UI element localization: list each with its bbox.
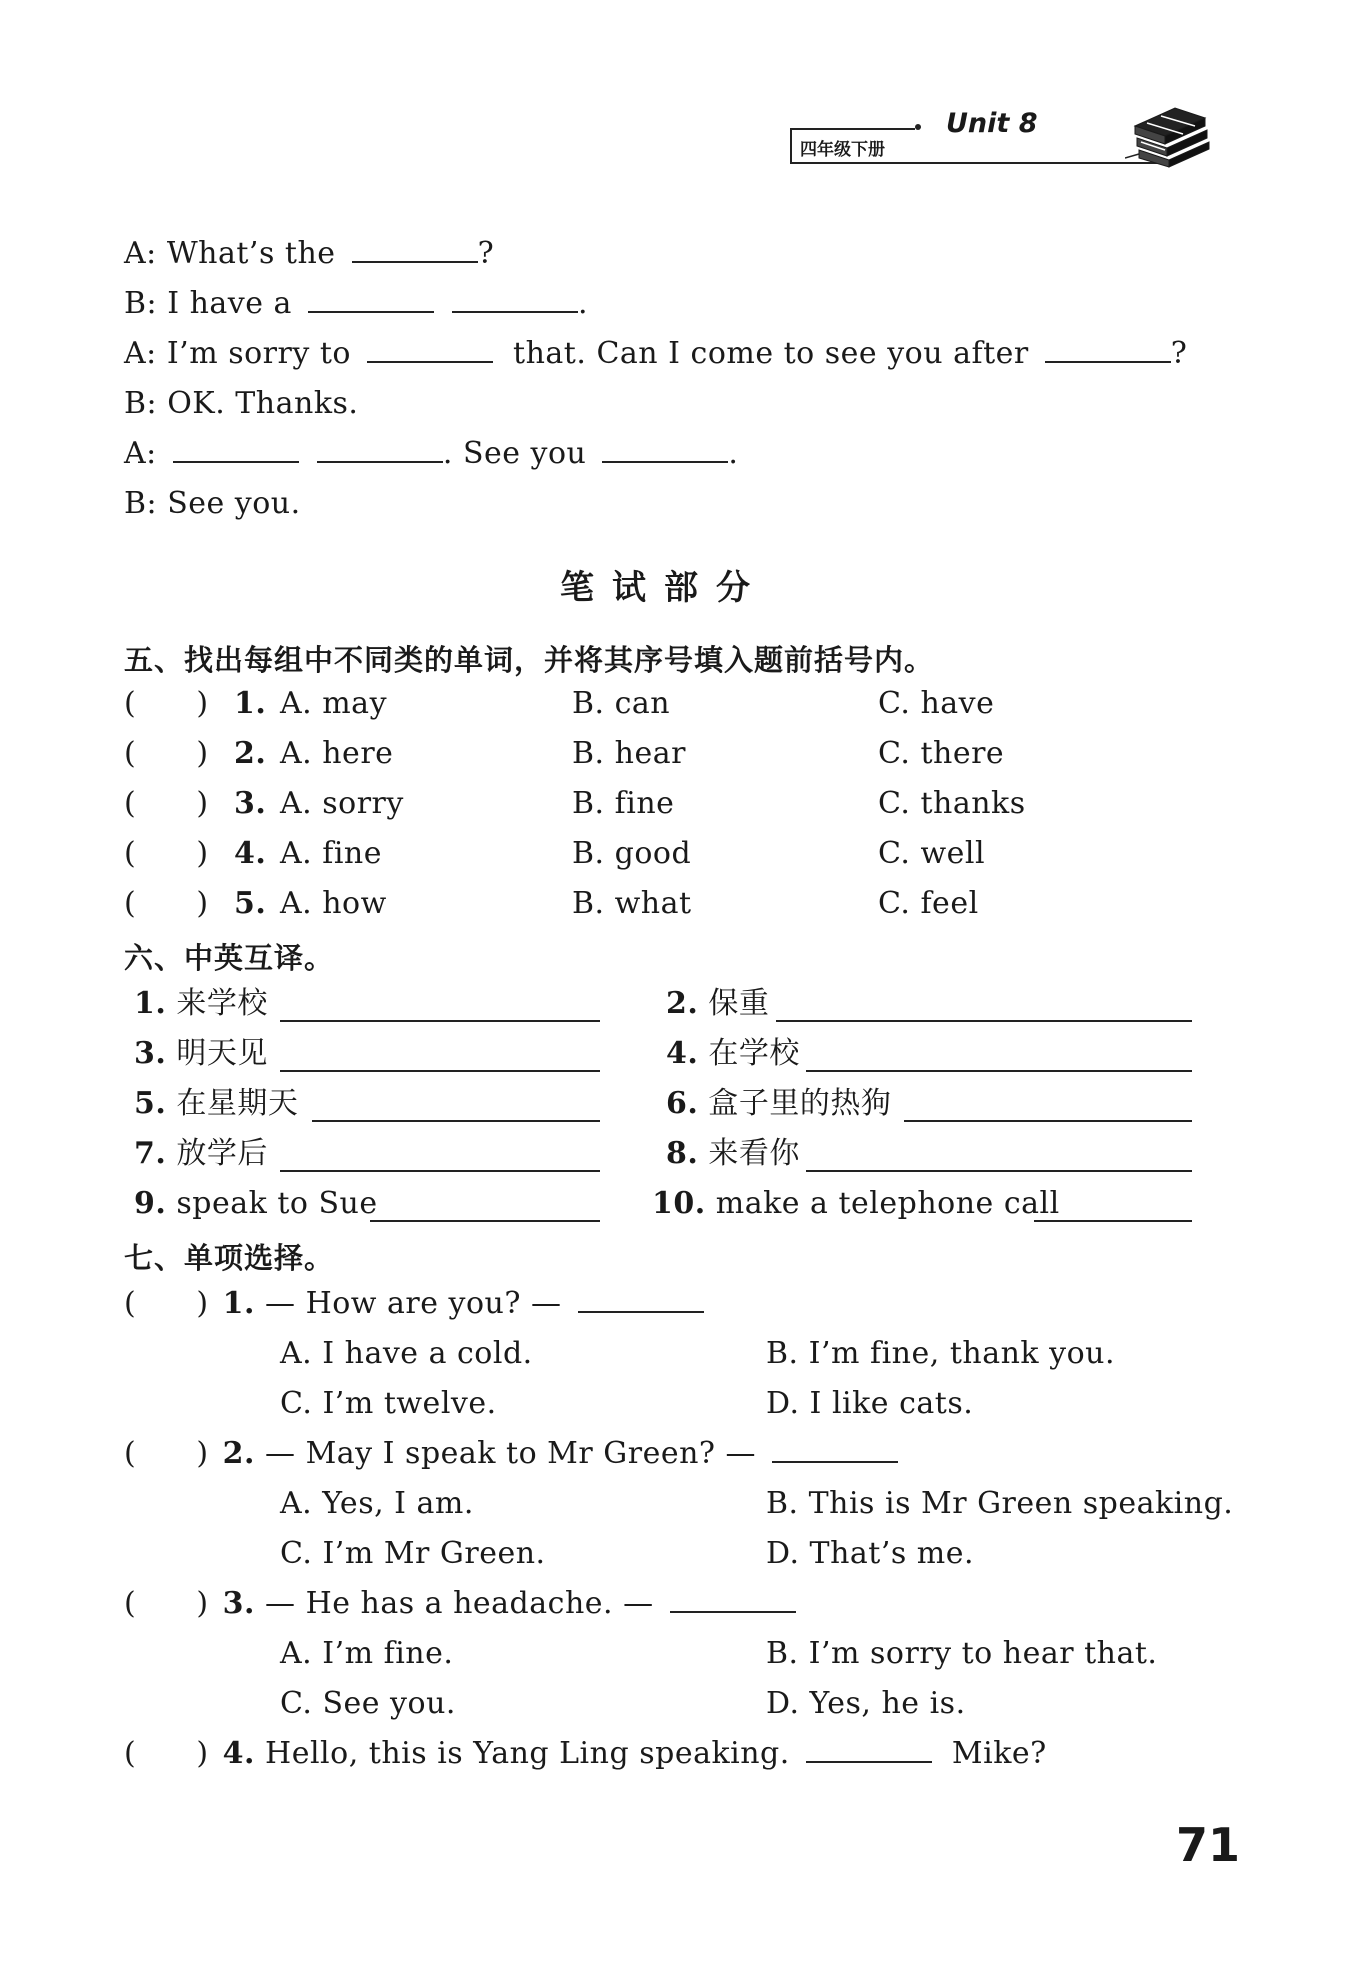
option-b: B. I’m sorry to hear that.	[766, 1636, 1158, 1671]
header-dot	[915, 124, 921, 130]
answer-blank[interactable]	[367, 337, 493, 363]
option-c: C. well	[878, 836, 986, 871]
option-d: D. I like cats.	[766, 1386, 974, 1421]
option-c: C. there	[878, 736, 1005, 771]
answer-bracket[interactable]: ( )	[124, 1586, 209, 1621]
question-number: 2.	[222, 1436, 255, 1471]
option-c: C. I’m Mr Green.	[280, 1536, 546, 1571]
question-1	[124, 1286, 704, 1322]
dialogue-text: I’m sorry to	[166, 336, 351, 371]
dialogue-text: that. Can I come to see you after	[513, 336, 1029, 371]
dialogue-line-2	[124, 286, 588, 322]
header-top-line	[790, 128, 915, 130]
question-2	[124, 1436, 898, 1472]
header-bottom-line	[790, 162, 1170, 164]
option-c: C. have	[878, 686, 995, 721]
option-b: B. what	[572, 886, 692, 921]
item-text: 放学后	[176, 1136, 268, 1171]
list-item	[666, 986, 769, 1022]
speaker: A:	[124, 236, 157, 271]
dialogue-line-1	[124, 236, 494, 272]
answer-line[interactable]	[280, 1020, 600, 1022]
answer-blank[interactable]	[602, 437, 728, 463]
option-a: A. sorry	[280, 786, 404, 821]
option-c: C. See you.	[280, 1686, 456, 1721]
item-number: 8.	[666, 1136, 699, 1171]
dialogue-text: I have a	[167, 286, 292, 321]
answer-blank[interactable]	[317, 437, 443, 463]
item-text: make a telephone call	[715, 1186, 1060, 1221]
item-number: 3.	[134, 1036, 167, 1071]
answer-line[interactable]	[1034, 1220, 1192, 1222]
item-number: 7.	[134, 1136, 167, 1171]
option-a: A. fine	[280, 836, 383, 871]
speaker: B:	[124, 386, 158, 421]
list-item	[134, 1186, 378, 1222]
section-6-title: 六、中英互译。	[124, 941, 335, 975]
answer-line[interactable]	[312, 1120, 600, 1122]
item-number: 6.	[666, 1086, 699, 1121]
item-number: 9.	[134, 1186, 167, 1221]
list-item	[666, 1036, 800, 1072]
item-text: 来看你	[708, 1136, 800, 1171]
punctuation: ?	[1170, 336, 1188, 371]
answer-blank[interactable]	[1045, 337, 1171, 363]
answer-blank[interactable]	[173, 437, 299, 463]
dialogue-text: What’s the	[166, 236, 336, 271]
answer-blank[interactable]	[806, 1737, 932, 1763]
speaker: B:	[124, 286, 158, 321]
answer-blank[interactable]	[308, 287, 434, 313]
answer-bracket[interactable]: ( )	[124, 686, 209, 721]
answer-bracket[interactable]: ( )	[124, 1436, 209, 1471]
answer-line[interactable]	[904, 1120, 1192, 1122]
item-text: 明天见	[176, 1036, 268, 1071]
item-number: 1.	[234, 686, 267, 721]
dialogue-line-3	[124, 336, 1187, 372]
option-b: B. I’m fine, thank you.	[766, 1336, 1115, 1371]
question-number: 1.	[222, 1286, 255, 1321]
answer-bracket[interactable]: ( )	[124, 886, 209, 921]
option-a: A. I’m fine.	[280, 1636, 454, 1671]
answer-blank[interactable]	[452, 287, 578, 313]
question-end: Mike?	[951, 1736, 1047, 1771]
answer-blank[interactable]	[578, 1287, 704, 1313]
item-number: 1.	[134, 986, 167, 1021]
option-b: B. This is Mr Green speaking.	[766, 1486, 1234, 1521]
answer-bracket[interactable]: ( )	[124, 836, 209, 871]
answer-line[interactable]	[806, 1070, 1192, 1072]
item-text: 保重	[708, 986, 770, 1021]
answer-line[interactable]	[806, 1170, 1192, 1172]
question-3	[124, 1586, 796, 1622]
list-item	[666, 1136, 800, 1172]
page-number: 71	[1176, 1818, 1241, 1872]
speaker: B:	[124, 486, 158, 521]
list-item	[134, 1086, 298, 1122]
item-number: 2.	[234, 736, 267, 771]
answer-line[interactable]	[280, 1170, 600, 1172]
option-c: C. I’m twelve.	[280, 1386, 497, 1421]
answer-bracket[interactable]: ( )	[124, 736, 209, 771]
list-item	[666, 1086, 891, 1122]
answer-line[interactable]	[776, 1020, 1192, 1022]
list-item	[134, 1136, 268, 1172]
list-item	[652, 1186, 1060, 1222]
dialogue-text: OK. Thanks.	[167, 386, 359, 421]
grade-label: 四年级下册	[800, 140, 885, 160]
unit-label: Unit 8	[946, 108, 1038, 139]
list-item	[134, 986, 268, 1022]
question-stem: Hello, this is Yang Ling speaking.	[265, 1736, 790, 1771]
item-number: 2.	[666, 986, 699, 1021]
punctuation: ?	[477, 236, 495, 271]
item-number: 4.	[234, 836, 267, 871]
section-7-title: 七、单项选择。	[124, 1241, 335, 1275]
item-text: 盒子里的热狗	[708, 1086, 892, 1121]
speaker: A:	[124, 336, 157, 371]
item-number: 3.	[234, 786, 267, 821]
option-b: B. can	[572, 686, 671, 721]
option-a: A. may	[280, 686, 388, 721]
option-b: B. good	[572, 836, 692, 871]
option-a: A. I have a cold.	[280, 1336, 533, 1371]
item-number: 5.	[234, 886, 267, 921]
section-5-title: 五、找出每组中不同类的单词，并将其序号填入题前括号内。	[124, 643, 935, 677]
option-d: D. Yes, he is.	[766, 1686, 966, 1721]
question-stem: — How are you? —	[265, 1286, 562, 1321]
item-text: 在学校	[708, 1036, 800, 1071]
item-text: 来学校	[176, 986, 268, 1021]
option-a: A. here	[280, 736, 394, 771]
books-icon	[1125, 96, 1215, 168]
dialogue-line-5	[124, 436, 738, 472]
option-d: D. That’s me.	[766, 1536, 975, 1571]
question-number: 4.	[222, 1736, 255, 1771]
option-c: C. feel	[878, 886, 979, 921]
item-number: 4.	[666, 1036, 699, 1071]
option-a: A. how	[280, 886, 387, 921]
item-text: speak to Sue	[176, 1186, 378, 1221]
dialogue-line-6	[124, 486, 301, 522]
question-stem: — May I speak to Mr Green? —	[265, 1436, 757, 1471]
answer-blank[interactable]	[772, 1437, 898, 1463]
question-stem: — He has a headache. —	[265, 1586, 654, 1621]
answer-line[interactable]	[370, 1220, 600, 1222]
item-text: 在星期天	[176, 1086, 299, 1121]
dialogue-line-4	[124, 386, 358, 422]
item-number: 5.	[134, 1086, 167, 1121]
answer-blank[interactable]	[670, 1587, 796, 1613]
option-b: B. hear	[572, 736, 686, 771]
dialogue-text: See you.	[167, 486, 301, 521]
speaker: A:	[124, 436, 157, 471]
answer-bracket[interactable]: ( )	[124, 1286, 209, 1321]
option-a: A. Yes, I am.	[280, 1486, 474, 1521]
punctuation: .	[728, 436, 739, 471]
answer-bracket[interactable]: ( )	[124, 1736, 209, 1771]
option-c: C. thanks	[878, 786, 1026, 821]
question-4	[124, 1736, 1047, 1772]
question-number: 3.	[222, 1586, 255, 1621]
answer-bracket[interactable]: ( )	[124, 786, 209, 821]
option-b: B. fine	[572, 786, 675, 821]
dialogue-text: . See you	[442, 436, 587, 471]
written-part-title: 笔试部分	[560, 568, 768, 608]
item-number: 10.	[652, 1186, 706, 1221]
header-left-bracket	[790, 128, 792, 162]
list-item	[134, 1036, 268, 1072]
punctuation: .	[578, 286, 589, 321]
answer-blank[interactable]	[352, 237, 478, 263]
answer-line[interactable]	[280, 1070, 600, 1072]
